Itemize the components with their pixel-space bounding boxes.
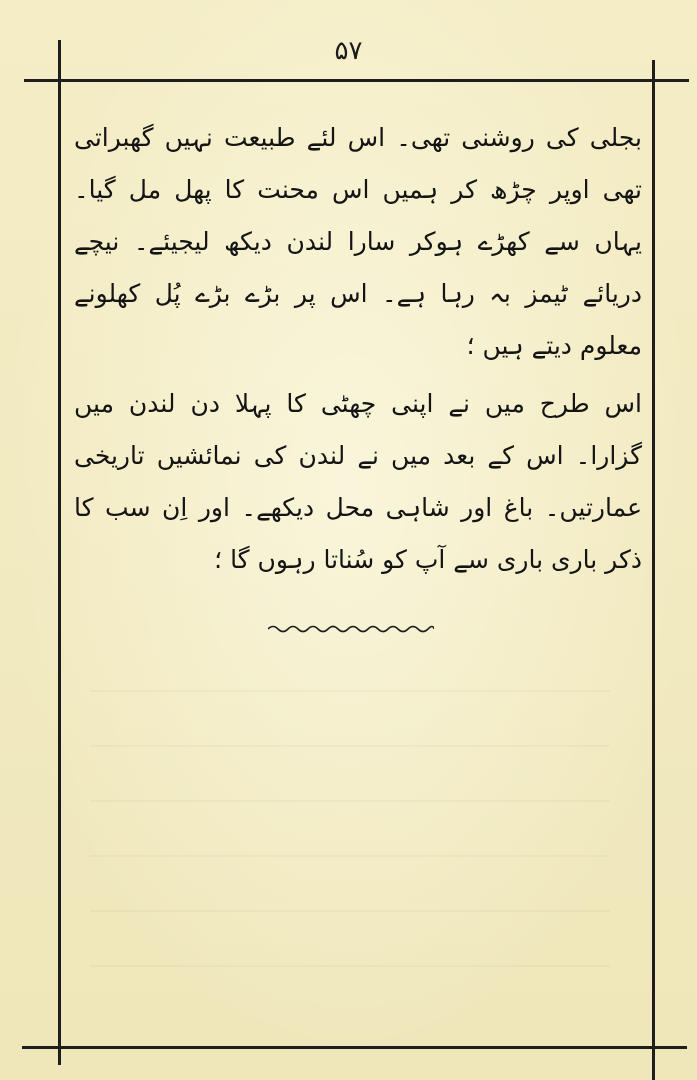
left-rule (58, 40, 61, 1065)
bleed-through-line (90, 800, 610, 802)
right-rule (652, 60, 655, 1080)
top-rule (24, 79, 689, 82)
bleed-through-line (90, 910, 610, 912)
page-number: ۵۷ (334, 36, 363, 66)
paragraph-2: اس طرح میں نے اپنی چھٹی کا پہلا دن لندن میں گزارا۔ اس کے بعد میں نے لندن کی نمائشیں تاریخی عمارتیں۔ باغ اور شاہی محل دیکھے۔ اور اِن سب کا ذکر باری باری سے آپ کو سُناتا رہوں گا ؛ (74, 389, 642, 574)
ornamental-wave-divider (268, 622, 434, 636)
bleed-through-line (90, 690, 610, 692)
bleed-through-line (90, 855, 610, 857)
body-text (74, 112, 642, 592)
bleed-through-line (90, 965, 610, 967)
bottom-rule (22, 1046, 687, 1049)
bleed-through-line (90, 745, 610, 747)
paragraph-1: بجلی کی روشنی تھی۔ اس لئے طبیعت نہیں گھبراتی تھی اوپر چڑھ کر ہمیں اس محنت کا پھل مل گیا۔ یہاں سے کھڑے ہوکر سارا لندن دیکھ لیجیئے۔ نیچے دریائے ٹیمز بہ رہا ہے۔ اس پر بڑے بڑے پُل کھلونے معلوم دیتے ہیں ؛ (74, 123, 642, 360)
